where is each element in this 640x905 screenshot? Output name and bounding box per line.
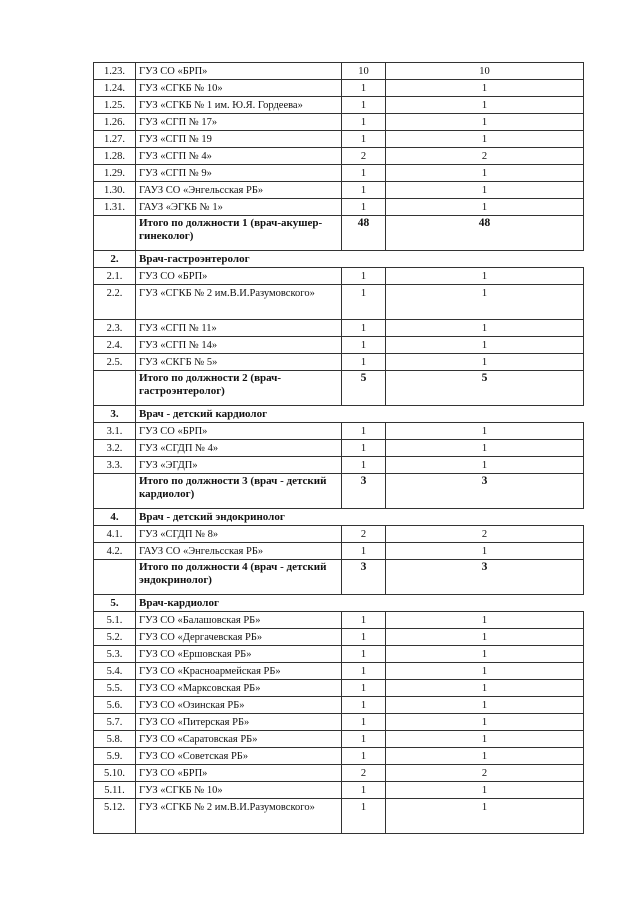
row-number: 5.5.: [94, 680, 136, 697]
count-value-2: 1: [386, 457, 584, 474]
count-value-1: 1: [342, 337, 386, 354]
table-row: [94, 354, 584, 371]
row-number: 5.4.: [94, 663, 136, 680]
section-number: 5.: [94, 595, 136, 612]
count-value-2: 1: [386, 97, 584, 114]
section-title: Врач-кардиолог: [136, 595, 584, 612]
organization-name: ГУЗ «СГП № 4»: [136, 148, 342, 165]
section-title: Врач - детский кардиолог: [136, 406, 584, 423]
table-row: [94, 63, 584, 80]
organization-name: ГУЗ «СГКБ № 10»: [136, 782, 342, 799]
count-value-2: 1: [386, 182, 584, 199]
count-value-1: 1: [342, 731, 386, 748]
table-row: [94, 765, 584, 782]
table-row: [94, 80, 584, 97]
count-value-1: 1: [342, 182, 386, 199]
count-value-1: 1: [342, 799, 386, 834]
organization-name: ГУЗ СО «Дергачевская РБ»: [136, 629, 342, 646]
row-number: 2.2.: [94, 285, 136, 320]
count-value-1: 1: [342, 612, 386, 629]
organization-name: ГУЗ «СГДП № 8»: [136, 526, 342, 543]
count-value-2: 2: [386, 765, 584, 782]
organization-name: ГАУЗ «ЭГКБ № 1»: [136, 199, 342, 216]
row-number: 1.25.: [94, 97, 136, 114]
section-number: 4.: [94, 509, 136, 526]
count-value-1: 2: [342, 148, 386, 165]
row-number: 2.5.: [94, 354, 136, 371]
organization-name: ГУЗ СО «Балашовская РБ»: [136, 612, 342, 629]
count-value-2: 2: [386, 148, 584, 165]
count-value-1: 2: [342, 526, 386, 543]
count-value-1: 1: [342, 646, 386, 663]
organization-name: ГУЗ СО «БРП»: [136, 268, 342, 285]
row-number: 1.23.: [94, 63, 136, 80]
table-row: [94, 680, 584, 697]
count-value-1: 1: [342, 199, 386, 216]
count-value-1: 1: [342, 663, 386, 680]
count-value-1: 1: [342, 165, 386, 182]
table-row: [94, 663, 584, 680]
row-number: 5.3.: [94, 646, 136, 663]
organization-name: ГУЗ «СГКБ № 2 им.В.И.Разумовского»: [136, 285, 342, 320]
section-number: 2.: [94, 251, 136, 268]
count-value-2: 1: [386, 612, 584, 629]
count-value-1: 1: [342, 543, 386, 560]
organization-name: ГУЗ «СГКБ № 1 им. Ю.Я. Гордеева»: [136, 97, 342, 114]
row-number: 5.9.: [94, 748, 136, 765]
table-row: [94, 748, 584, 765]
count-value-2: 1: [386, 268, 584, 285]
organization-name: ГУЗ СО «Красноармейская РБ»: [136, 663, 342, 680]
table-row: [94, 268, 584, 285]
count-value-2: 10: [386, 63, 584, 80]
count-value-2: 2: [386, 526, 584, 543]
count-value-1: 1: [342, 80, 386, 97]
organization-name: ГУЗ «СГП № 9»: [136, 165, 342, 182]
organization-name: ГУЗ «СГКБ № 2 им.В.И.Разумовского»: [136, 799, 342, 834]
organization-name: ГУЗ СО «БРП»: [136, 63, 342, 80]
count-value-1: 1: [342, 114, 386, 131]
row-number: 2.4.: [94, 337, 136, 354]
count-value-1: 1: [342, 782, 386, 799]
table-row: [94, 148, 584, 165]
organization-name: ГУЗ «СГКБ № 10»: [136, 80, 342, 97]
count-value-2: 48: [386, 216, 584, 251]
row-number: [94, 216, 136, 251]
row-number: 3.3.: [94, 457, 136, 474]
count-value-2: 1: [386, 80, 584, 97]
table-row: [94, 731, 584, 748]
organization-name: Итого по должности 1 (врач-акушер-гинеколог): [136, 216, 342, 251]
total-row: [94, 474, 584, 509]
count-value-2: 1: [386, 748, 584, 765]
row-number: 5.7.: [94, 714, 136, 731]
count-value-1: 2: [342, 765, 386, 782]
count-value-2: 1: [386, 320, 584, 337]
count-value-1: 3: [342, 560, 386, 595]
table-row: [94, 423, 584, 440]
organization-name: ГАУЗ СО «Энгельсская РБ»: [136, 182, 342, 199]
table-row: [94, 320, 584, 337]
organization-name: Итого по должности 4 (врач - детский эндокринолог): [136, 560, 342, 595]
row-number: 1.28.: [94, 148, 136, 165]
section-header-row: [94, 509, 584, 526]
count-value-1: 1: [342, 423, 386, 440]
count-value-1: 5: [342, 371, 386, 406]
total-row: [94, 371, 584, 406]
organization-name: ГУЗ СО «Ершовская РБ»: [136, 646, 342, 663]
row-number: 2.1.: [94, 268, 136, 285]
row-number: 2.3.: [94, 320, 136, 337]
count-value-2: 1: [386, 799, 584, 834]
table-row: [94, 97, 584, 114]
count-value-1: 10: [342, 63, 386, 80]
count-value-2: 1: [386, 423, 584, 440]
table-row: [94, 646, 584, 663]
count-value-2: 1: [386, 199, 584, 216]
table-row: [94, 182, 584, 199]
count-value-2: 1: [386, 285, 584, 320]
count-value-2: 1: [386, 440, 584, 457]
count-value-1: 1: [342, 457, 386, 474]
positions-table-body: [94, 63, 584, 834]
count-value-1: 1: [342, 320, 386, 337]
row-number: 4.2.: [94, 543, 136, 560]
count-value-1: 1: [342, 714, 386, 731]
organization-name: ГУЗ СО «Саратовская РБ»: [136, 731, 342, 748]
row-number: 3.2.: [94, 440, 136, 457]
organization-name: ГУЗ СО «Советская РБ»: [136, 748, 342, 765]
count-value-2: 3: [386, 474, 584, 509]
count-value-2: 1: [386, 543, 584, 560]
count-value-1: 1: [342, 354, 386, 371]
document-page: [93, 62, 583, 834]
total-row: [94, 216, 584, 251]
organization-name: ГУЗ «СГДП № 4»: [136, 440, 342, 457]
row-number: [94, 371, 136, 406]
count-value-2: 1: [386, 680, 584, 697]
table-row: [94, 543, 584, 560]
count-value-2: 1: [386, 782, 584, 799]
row-number: 5.1.: [94, 612, 136, 629]
table-row: [94, 799, 584, 834]
organization-name: ГУЗ СО «Марксовская РБ»: [136, 680, 342, 697]
section-title: Врач-гастроэнтеролог: [136, 251, 584, 268]
table-row: [94, 612, 584, 629]
table-row: [94, 165, 584, 182]
total-row: [94, 560, 584, 595]
organization-name: ГУЗ «СКГБ № 5»: [136, 354, 342, 371]
count-value-1: 48: [342, 216, 386, 251]
table-row: [94, 526, 584, 543]
organization-name: ГУЗ СО «БРП»: [136, 765, 342, 782]
count-value-2: 1: [386, 354, 584, 371]
table-row: [94, 457, 584, 474]
count-value-2: 3: [386, 560, 584, 595]
count-value-2: 1: [386, 629, 584, 646]
positions-table: [93, 62, 584, 834]
row-number: 4.1.: [94, 526, 136, 543]
row-number: 5.11.: [94, 782, 136, 799]
organization-name: Итого по должности 2 (врач-гастроэнтеролог): [136, 371, 342, 406]
table-row: [94, 782, 584, 799]
count-value-2: 1: [386, 131, 584, 148]
row-number: 5.12.: [94, 799, 136, 834]
table-row: [94, 629, 584, 646]
count-value-2: 1: [386, 114, 584, 131]
table-row: [94, 697, 584, 714]
count-value-2: 1: [386, 731, 584, 748]
organization-name: ГУЗ СО «БРП»: [136, 423, 342, 440]
count-value-1: 1: [342, 97, 386, 114]
table-row: [94, 199, 584, 216]
organization-name: ГУЗ СО «Озинская РБ»: [136, 697, 342, 714]
count-value-1: 1: [342, 268, 386, 285]
count-value-2: 1: [386, 714, 584, 731]
row-number: 5.10.: [94, 765, 136, 782]
section-number: 3.: [94, 406, 136, 423]
row-number: 5.2.: [94, 629, 136, 646]
table-row: [94, 714, 584, 731]
row-number: 1.27.: [94, 131, 136, 148]
organization-name: ГУЗ «СГП № 19: [136, 131, 342, 148]
table-row: [94, 440, 584, 457]
row-number: [94, 474, 136, 509]
count-value-1: 3: [342, 474, 386, 509]
row-number: 3.1.: [94, 423, 136, 440]
row-number: 1.31.: [94, 199, 136, 216]
organization-name: Итого по должности 3 (врач - детский кардиолог): [136, 474, 342, 509]
count-value-1: 1: [342, 131, 386, 148]
count-value-1: 1: [342, 680, 386, 697]
row-number: 1.30.: [94, 182, 136, 199]
organization-name: ГУЗ «СГП № 11»: [136, 320, 342, 337]
organization-name: ГУЗ «ЭГДП»: [136, 457, 342, 474]
row-number: [94, 560, 136, 595]
count-value-2: 1: [386, 697, 584, 714]
section-header-row: [94, 595, 584, 612]
count-value-1: 1: [342, 697, 386, 714]
organization-name: ГУЗ «СГП № 14»: [136, 337, 342, 354]
table-row: [94, 285, 584, 320]
section-header-row: [94, 251, 584, 268]
count-value-1: 1: [342, 285, 386, 320]
section-title: Врач - детский эндокринолог: [136, 509, 584, 526]
row-number: 1.24.: [94, 80, 136, 97]
count-value-1: 1: [342, 629, 386, 646]
count-value-2: 1: [386, 646, 584, 663]
row-number: 1.29.: [94, 165, 136, 182]
row-number: 1.26.: [94, 114, 136, 131]
table-row: [94, 114, 584, 131]
section-header-row: [94, 406, 584, 423]
table-row: [94, 131, 584, 148]
count-value-1: 1: [342, 748, 386, 765]
row-number: 5.6.: [94, 697, 136, 714]
count-value-2: 1: [386, 337, 584, 354]
count-value-1: 1: [342, 440, 386, 457]
count-value-2: 5: [386, 371, 584, 406]
table-row: [94, 337, 584, 354]
organization-name: ГУЗ СО «Питерская РБ»: [136, 714, 342, 731]
organization-name: ГАУЗ СО «Энгельсская РБ»: [136, 543, 342, 560]
organization-name: ГУЗ «СГП № 17»: [136, 114, 342, 131]
count-value-2: 1: [386, 165, 584, 182]
row-number: 5.8.: [94, 731, 136, 748]
count-value-2: 1: [386, 663, 584, 680]
